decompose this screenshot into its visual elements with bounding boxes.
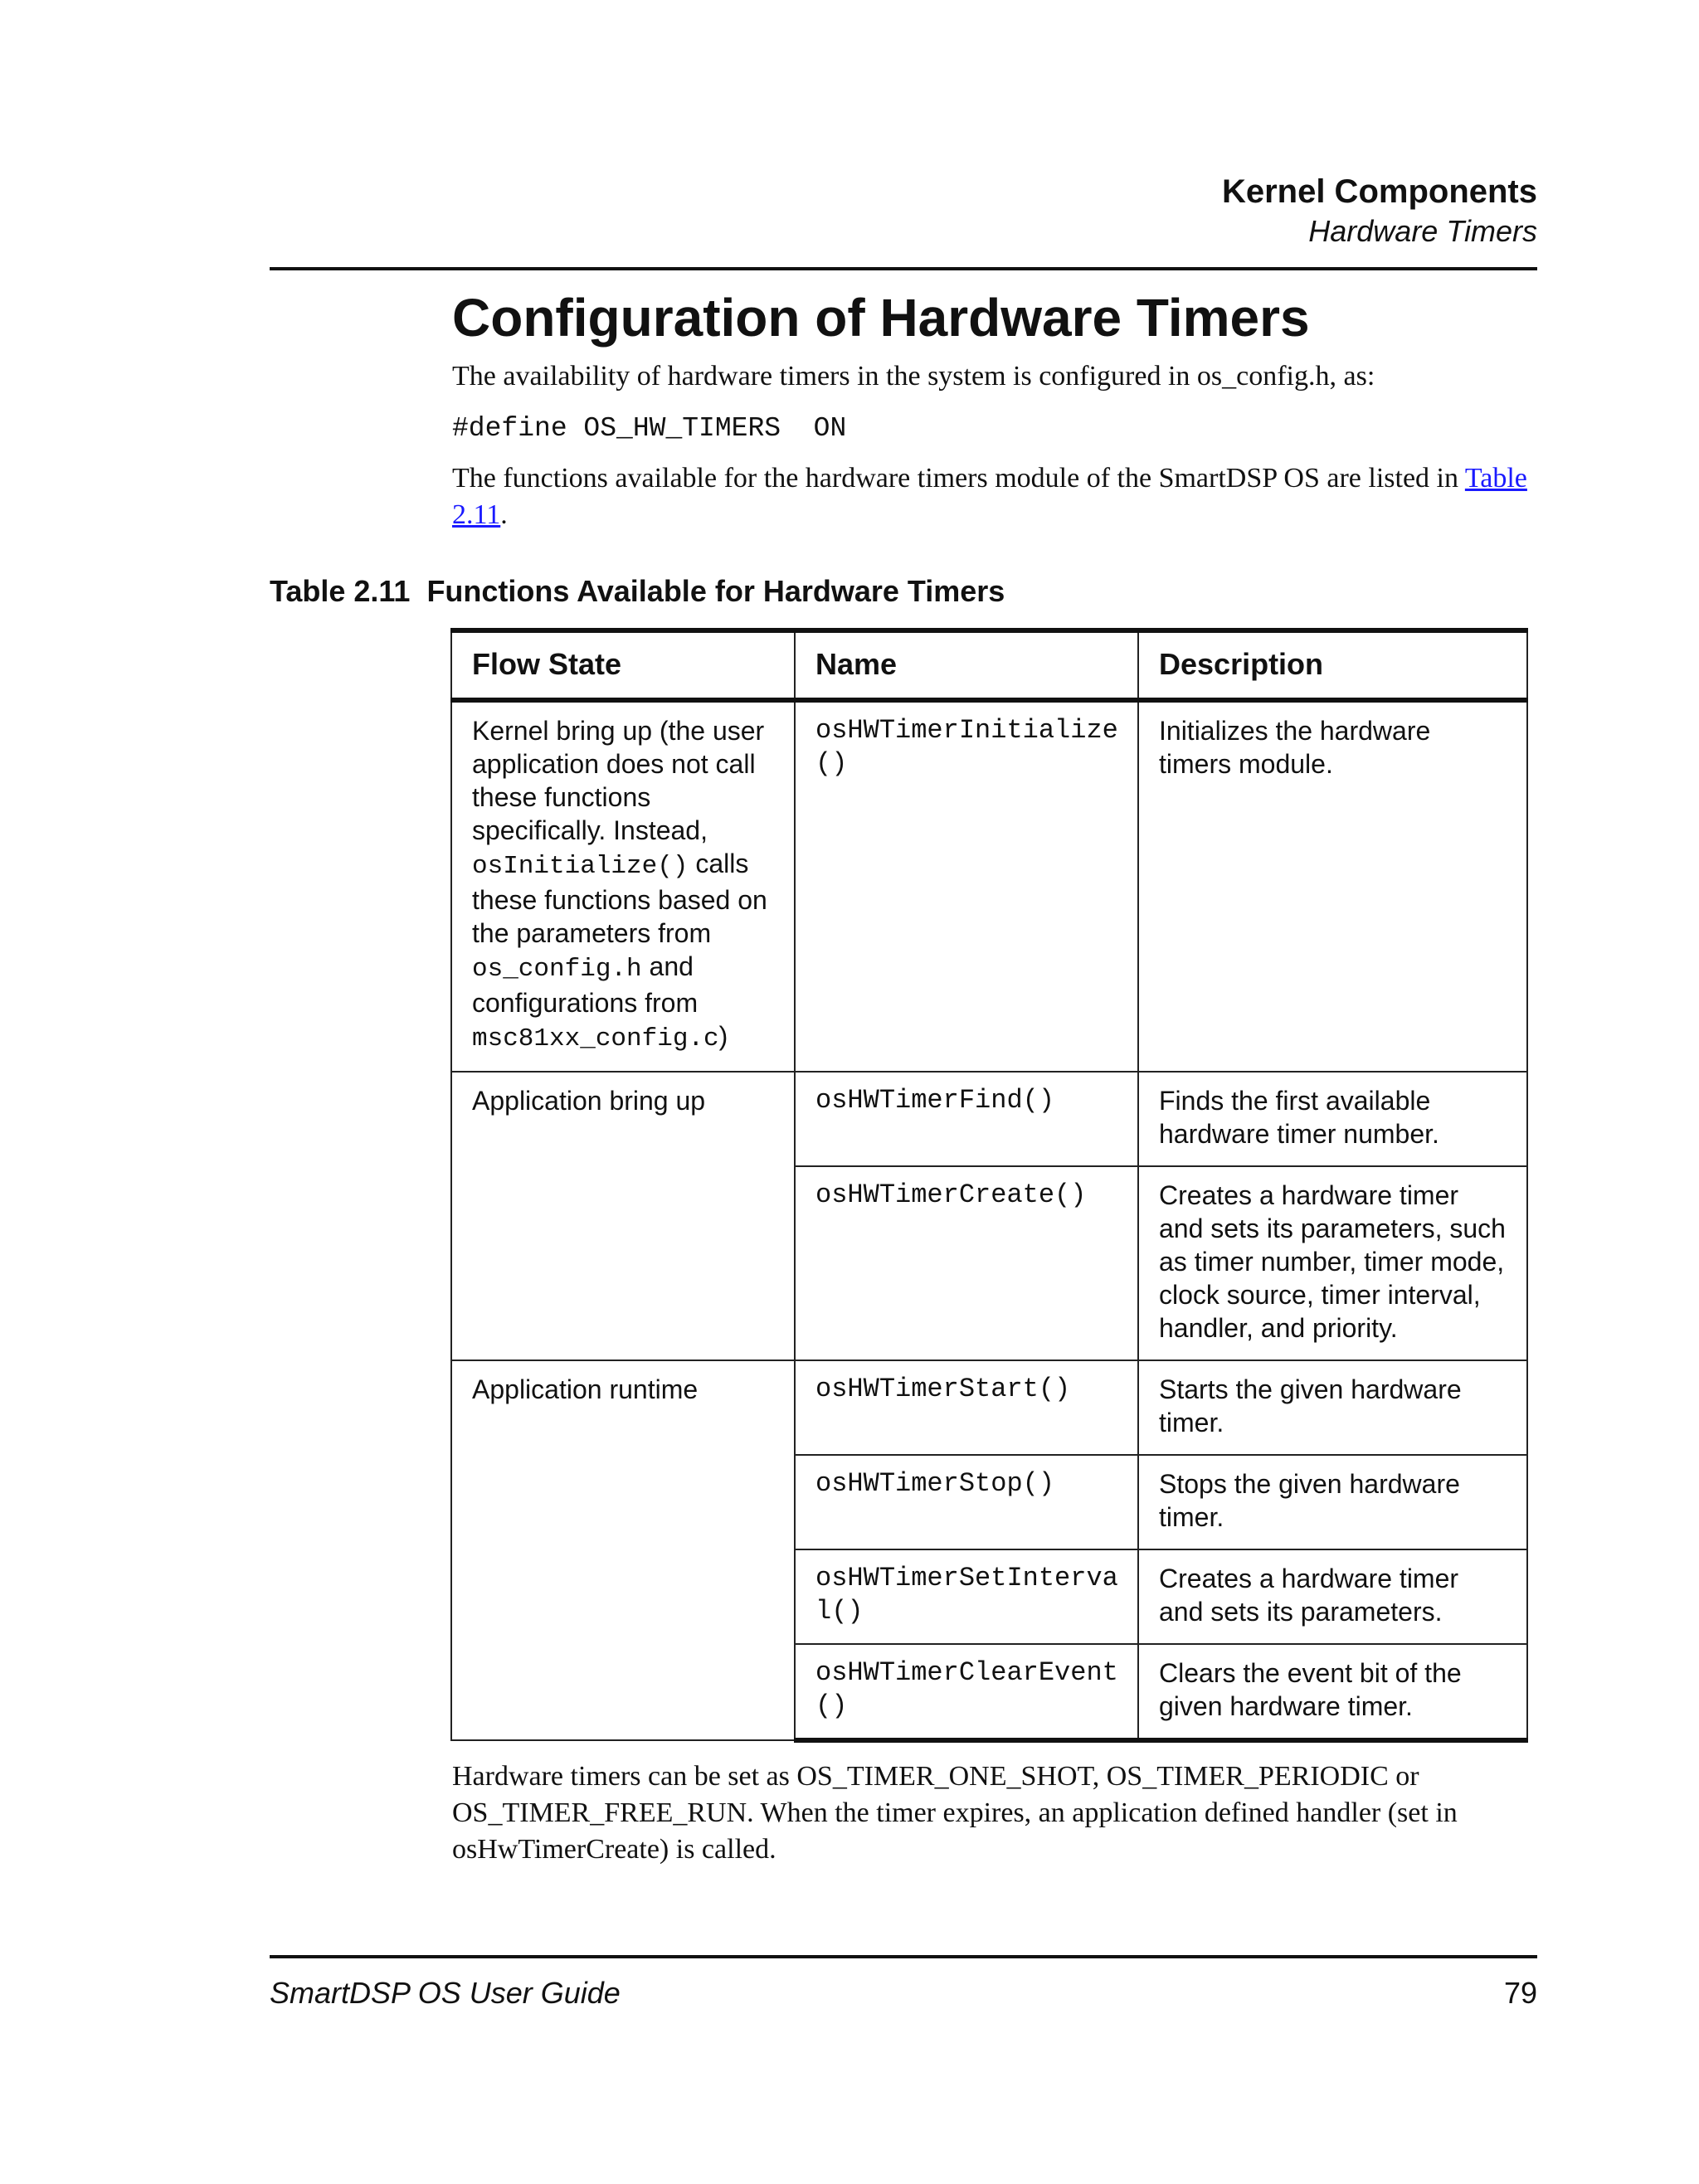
function-name-cell: osHWTimerStart() xyxy=(795,1360,1138,1455)
page-title: Configuration of Hardware Timers xyxy=(452,288,1310,348)
function-name-cell: osHWTimerInitialize() xyxy=(795,700,1138,1072)
functions-table xyxy=(450,628,1528,1743)
description-cell: Starts the given hardware timer. xyxy=(1138,1360,1527,1455)
header-description: Description xyxy=(1138,630,1527,700)
footer-title: SmartDSP OS User Guide xyxy=(270,1976,621,2010)
closing-paragraph: Hardware timers can be set as OS_TIMER_ONE_SHOT, OS_TIMER_PERIODIC or OS_TIMER_FREE_RUN. When the timer expires, an application defined handler (set in osHwTimerCreate) is called. xyxy=(452,1761,1458,1865)
description-cell: Initializes the hardware timers module. xyxy=(1138,700,1527,1072)
table-row xyxy=(451,1072,1527,1166)
chapter-title: Kernel Components xyxy=(1221,173,1537,210)
description-cell: Creates a hardware timer and sets its parameters, such as timer number, timer mode, clock source, timer interval, handler, and priority. xyxy=(1138,1166,1527,1360)
description-cell: Creates a hardware timer and sets its parameters. xyxy=(1138,1549,1527,1644)
flow-text: Kernel bring up (the user application does not call these functions specifically. Instead, xyxy=(472,716,765,845)
code-snippet: #define OS_HW_TIMERS ON xyxy=(452,413,847,444)
header-flow-state: Flow State xyxy=(451,630,795,700)
functions-end: . xyxy=(500,499,508,530)
flow-code: msc81xx_config.c xyxy=(472,1024,719,1053)
table-row xyxy=(451,700,1527,1072)
table-header-row xyxy=(451,630,1527,700)
flow-text: ) xyxy=(718,1021,728,1051)
section-subtitle: Hardware Timers xyxy=(1308,214,1537,248)
flow-state-cell: Application runtime xyxy=(451,1360,795,1740)
function-name-cell: osHWTimerSetInterval() xyxy=(795,1549,1138,1644)
description-cell: Clears the event bit of the given hardware timer. xyxy=(1138,1644,1527,1740)
flow-text: and configurations from xyxy=(472,951,699,1018)
description-cell: Stops the given hardware timer. xyxy=(1138,1455,1527,1549)
description-cell: Finds the first available hardware timer number. xyxy=(1138,1072,1527,1166)
flow-state-cell xyxy=(451,700,795,1072)
table-caption: Table 2.11 Functions Available for Hardware Timers xyxy=(270,574,1005,608)
intro-paragraph: The availability of hardware timers in the system is configured in os_config.h, as: xyxy=(452,361,1375,392)
functions-paragraph xyxy=(452,460,1539,533)
page-number: 79 xyxy=(1503,1976,1537,2010)
function-name-cell: osHWTimerStop() xyxy=(795,1455,1138,1549)
running-header xyxy=(1222,171,1537,251)
flow-code: os_config.h xyxy=(472,955,642,984)
table-row xyxy=(451,1360,1527,1455)
flow-code: osInitialize() xyxy=(472,852,689,881)
flow-state-cell: Application bring up xyxy=(451,1072,795,1360)
table-link[interactable]: Table 2.11 xyxy=(452,463,1527,530)
header-rule xyxy=(270,267,1537,270)
functions-text: The functions available for the hardware timers module of the SmartDSP OS are listed in xyxy=(452,463,1458,494)
function-name-cell: osHWTimerClearEvent() xyxy=(795,1644,1138,1740)
flow-text: calls these functions based on the parameters from xyxy=(472,849,767,948)
function-name-cell: osHWTimerFind() xyxy=(795,1072,1138,1166)
header-name: Name xyxy=(795,630,1138,700)
function-name-cell: osHWTimerCreate() xyxy=(795,1166,1138,1360)
footer-rule xyxy=(270,1955,1537,1958)
